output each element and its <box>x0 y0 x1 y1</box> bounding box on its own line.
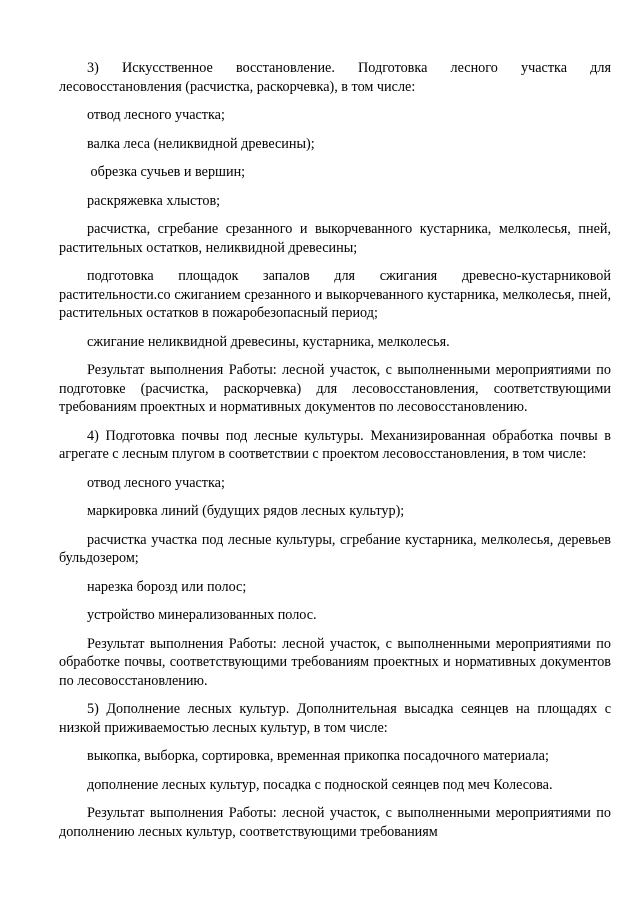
list-item: маркировка линий (будущих рядов лесных культур); <box>87 503 405 519</box>
list-item: отвод лесного участка; <box>87 474 225 491</box>
list-item: нарезка борозд или полос; <box>87 578 247 595</box>
list-item: отвод лесного участка; <box>87 107 225 123</box>
section-4-result: Результат выполнения Работы: лесной участок, с выполненными мероприятиями по обработке почвы, соответствующими требованиям проектных и нормативных документов по лесовосстановлению. <box>59 635 611 689</box>
list-item: устройство минерализованных полос. <box>87 607 317 623</box>
section-4-heading: 4) Подготовка почвы под лесные культуры. Механизированная обработка почвы в агрегате с лесным плугом в соответствии с проектом лесовосстановления, в том числе: <box>59 427 611 462</box>
section-5-result: Результат выполнения Работы: лесной участок, с выполненными мероприятиями по дополнению лесных культур, соответствующими требованиям <box>59 805 611 840</box>
list-item: обрезка сучьев и вершин; <box>87 164 246 180</box>
section-3-heading: 3) Искусственное восстановление. Подготовка лесного участка для лесовосстановления (расчистка, раскорчевка), в том числе: <box>59 60 611 95</box>
list-item: валка леса (неликвидной древесины); <box>87 135 315 152</box>
list-item: раскряжевка хлыстов; <box>87 192 221 209</box>
section-5-heading: 5) Дополнение лесных культур. Дополнительная высадка сеянцев на площадях с низкой приживаемостью лесных культур, в том числе: <box>59 701 611 736</box>
list-item: расчистка участка под лесные культуры, сгребание кустарника, мелколесья, деревьев бульдозером; <box>59 531 611 566</box>
list-item: расчистка, сгребание срезанного и выкорчеванного кустарника, мелколесья, пней, растительных остатков, неликвидной древесины; <box>59 221 611 256</box>
list-item: дополнение лесных культур, посадка с подноской сеянцев под меч Колесова. <box>87 776 553 793</box>
list-item: выкопка, выборка, сортировка, временная прикопка посадочного материала; <box>87 748 549 764</box>
list-item: сжигание неликвидной древесины, кустарника, мелколесья. <box>87 333 450 350</box>
section-3-result: Результат выполнения Работы: лесной участок, с выполненными мероприятиями по подготовке (расчистка, раскорчевка) для лесовосстановления, соответствующими требованиям проектных и нормативных документов по лесовосстановлению. <box>59 362 611 415</box>
list-item: подготовка площадок запалов для сжигания древесно-кустарниковой растительности.со сжиганием срезанного и выкорчеванного кустарника, мелколесья, пней, растительных остатков в пожаробезопасный период; <box>59 268 611 321</box>
